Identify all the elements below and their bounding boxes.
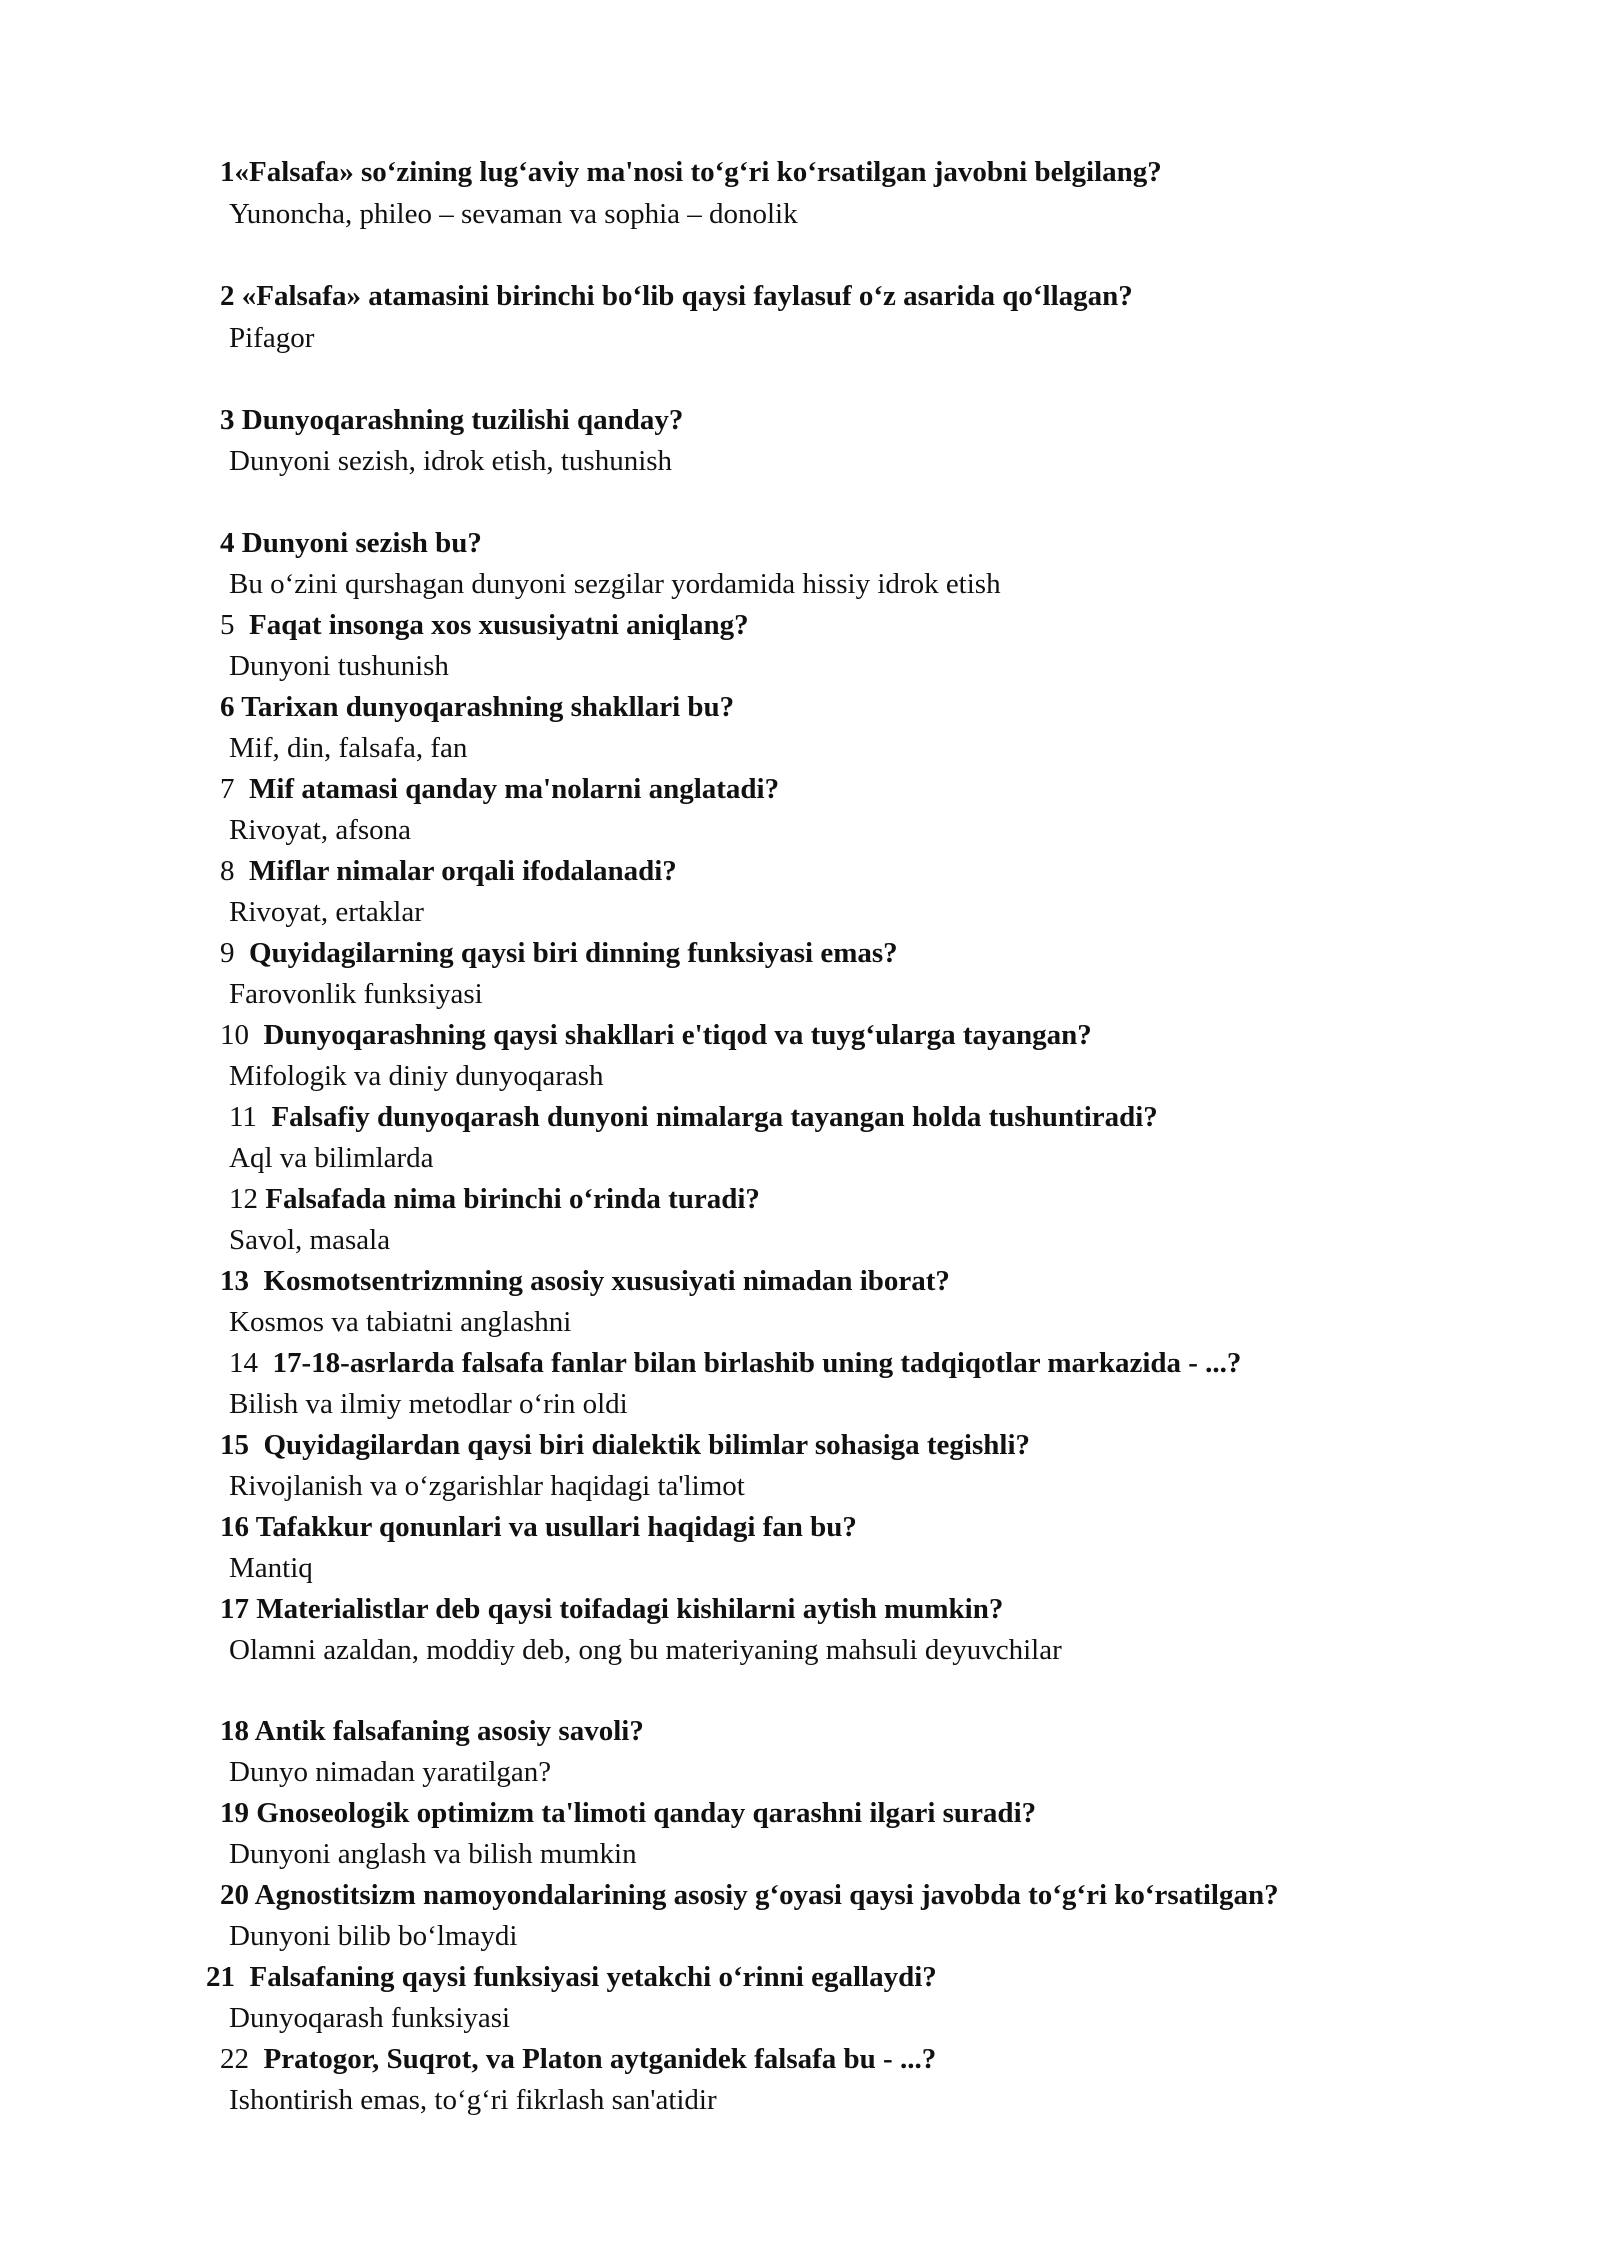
answer-10: Mifologik va diniy dunyoqarash xyxy=(229,1060,604,1092)
question-7: 7 Mif atamasi qanday ma'nolarni anglatadi? xyxy=(220,773,780,805)
answer-16: Mantiq xyxy=(229,1552,313,1584)
question-20: 20 Agnostitsizm namoyondalarining asosiy g‘oyasi qaysi javobda to‘g‘ri ko‘rsatilgan? xyxy=(220,1879,1279,1911)
answer-17: Olamni azaldan, moddiy deb, ong bu materiyaning mahsuli deyuvchilar xyxy=(229,1634,1062,1666)
answer-11: Aql va bilimlarda xyxy=(229,1142,434,1174)
answer-20: Dunyoni bilib bo‘lmaydi xyxy=(229,1920,518,1952)
question-18: 18 Antik falsafaning asosiy savoli? xyxy=(220,1715,644,1747)
answer-3: Dunyoni sezish, idrok etish, tushunish xyxy=(229,445,673,477)
answer-4: Bu o‘zini qurshagan dunyoni sezgilar yordamida hissiy idrok etish xyxy=(229,568,1001,600)
question-15: 15 Quyidagilardan qaysi biri dialektik bilimlar sohasiga tegishli? xyxy=(220,1429,1031,1461)
question-11: 11 Falsafiy dunyoqarash dunyoni nimalarga tayangan holda tushuntiradi? xyxy=(229,1101,1158,1133)
question-16: 16 Tafakkur qonunlari va usullari haqidagi fan bu? xyxy=(220,1511,857,1543)
answer-18: Dunyo nimadan yaratilgan? xyxy=(229,1756,552,1788)
answer-19: Dunyoni anglash va bilish mumkin xyxy=(229,1838,637,1870)
answer-5: Dunyoni tushunish xyxy=(229,650,449,682)
question-19: 19 Gnoseologik optimizm ta'limoti qanday qarashni ilgari suradi? xyxy=(220,1797,1037,1829)
question-21: 21 Falsafaning qaysi funksiyasi yetakchi o‘rinni egallaydi? xyxy=(206,1961,937,1993)
answer-15: Rivojlanish va o‘zgarishlar haqidagi ta'limot xyxy=(229,1470,745,1502)
answer-13: Kosmos va tabiatni anglashni xyxy=(229,1306,572,1338)
answer-7: Rivoyat, afsona xyxy=(229,814,412,846)
answer-2: Pifagor xyxy=(229,322,315,354)
question-22: 22 Pratogor, Suqrot, va Platon aytganidek falsafa bu - ...? xyxy=(220,2043,937,2075)
question-4: 4 Dunyoni sezish bu? xyxy=(220,527,482,559)
answer-6: Mif, din, falsafa, fan xyxy=(229,732,468,764)
question-17: 17 Materialistlar deb qaysi toifadagi kishilarni aytish mumkin? xyxy=(220,1593,1004,1625)
question-14: 14 17-18-asrlarda falsafa fanlar bilan birlashib uning tadqiqotlar markazida - ...? xyxy=(229,1347,1242,1379)
question-2: 2 «Falsafa» atamasini birinchi bo‘lib qaysi faylasuf o‘z asarida qo‘llagan? xyxy=(220,280,1133,312)
question-8: 8 Miflar nimalar orqali ifodalanadi? xyxy=(220,855,677,887)
answer-1: Yunoncha, phileo – sevaman va sophia – donolik xyxy=(229,198,798,230)
question-1: 1«Falsafa» so‘zining lug‘aviy ma'nosi to‘g‘ri ko‘rsatilgan javobni belgilang? xyxy=(220,156,1162,188)
answer-8: Rivoyat, ertaklar xyxy=(229,896,424,928)
answer-12: Savol, masala xyxy=(229,1224,391,1256)
answer-9: Farovonlik funksiyasi xyxy=(229,978,483,1010)
question-5: 5 Faqat insonga xos xususiyatni aniqlang? xyxy=(220,609,749,641)
question-10: 10 Dunyoqarashning qaysi shakllari e'tiqod va tuyg‘ularga tayangan? xyxy=(220,1019,1092,1051)
answer-14: Bilish va ilmiy metodlar o‘rin oldi xyxy=(229,1388,628,1420)
answer-22: Ishontirish emas, to‘g‘ri fikrlash san'atidir xyxy=(229,2084,717,2116)
question-3: 3 Dunyoqarashning tuzilishi qanday? xyxy=(220,404,684,436)
question-13: 13 Kosmotsentrizmning asosiy xususiyati nimadan iborat? xyxy=(220,1265,950,1297)
question-12: 12 Falsafada nima birinchi o‘rinda turadi? xyxy=(229,1183,760,1215)
question-6: 6 Tarixan dunyoqarashning shakllari bu? xyxy=(220,691,735,723)
answer-21: Dunyoqarash funksiyasi xyxy=(229,2002,511,2034)
question-9: 9 Quyidagilarning qaysi biri dinning funksiyasi emas? xyxy=(220,937,898,969)
